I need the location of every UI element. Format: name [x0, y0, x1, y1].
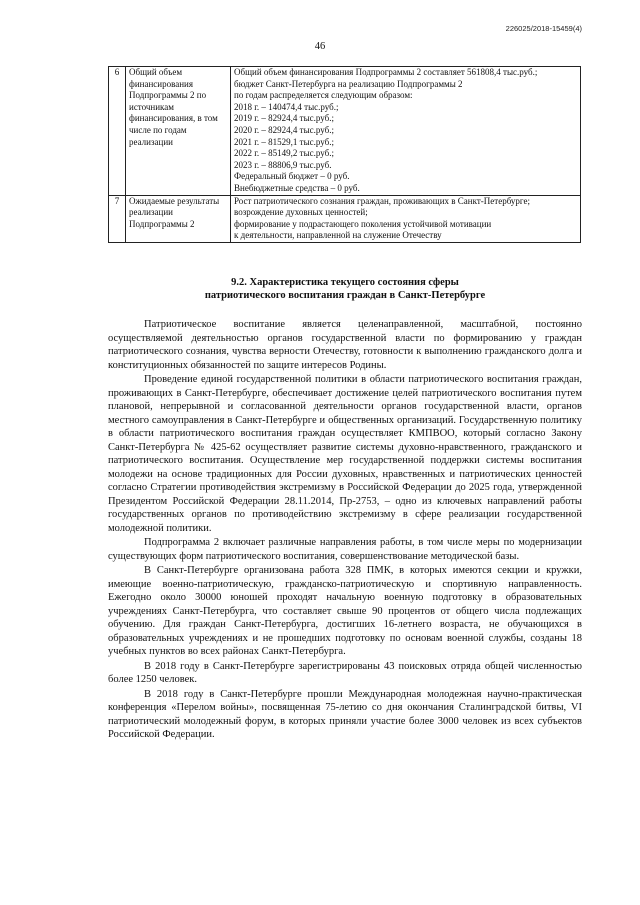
- table-row-financing: [109, 67, 581, 196]
- row-number: 6: [109, 67, 126, 196]
- row-content: [231, 195, 581, 242]
- content-line: 2019 г. – 82924,4 тыс.руб.;: [234, 113, 334, 124]
- row-label: Общий объем финансирования Подпрограммы 2 по источникам финансирования, в том числе по годам реализации: [126, 67, 231, 196]
- document-id: 226025/2018-15459(4): [505, 24, 582, 33]
- paragraph: В 2018 году в Санкт-Петербурге зарегистрированы 43 поисковых отряда общей численностью более 1250 человек.: [108, 660, 582, 685]
- page-number: 46: [314, 41, 326, 52]
- content-line: 2023 г. – 88806,9 тыс.руб.: [234, 159, 332, 170]
- content-line: возрождение духовных ценностей;: [234, 207, 368, 218]
- section-heading-line: патриотического воспитания граждан в Санкт-Петербурге: [204, 290, 486, 301]
- content-line: по годам распределяется следующим образом:: [234, 90, 413, 101]
- paragraph: В Санкт-Петербурге организована работа 328 ПМК, в которых имеются секции и кружки, имеющие военно-патриотическую, гражданско-патриотическую и спортивную направленность. Ежегодно около 30000 юношей проходят начальную военную подготовку в образовательных учреждениях Санкт-Петербурга, что составляет свыше 90 процентов от общего числа подлежащих обучению. Для граждан Санкт-Петербурга, достигших 16-летнего возраста, не обучающихся в образовательных учреждениях и не прошедших подготовку по основам военной службы, созданы 18 учебных пунктов во всех районах Санкт-Петербурга.: [108, 565, 582, 657]
- content-line: бюджет Санкт-Петербурга на реализацию Подпрограммы 2: [234, 78, 463, 89]
- content-line: Внебюджетные средства – 0 руб.: [234, 182, 360, 193]
- content-line: формирование у подрастающего поколения устойчивой мотивации: [234, 218, 492, 229]
- row-number: 7: [109, 195, 126, 242]
- section-heading-line: 9.2. Характеристика текущего состояния сферы: [231, 277, 459, 288]
- table-row-expected-results: [109, 195, 581, 242]
- section-body: [108, 318, 582, 743]
- subprogram-passport-table: [108, 66, 581, 243]
- content-line: Общий объем финансирования Подпрограммы 2 составляет 561808,4 тыс.руб.;: [234, 67, 538, 77]
- content-line: 2022 г. – 85149,2 тыс.руб.;: [234, 148, 334, 159]
- paragraph: Патриотическое воспитание является целенаправленной, масштабной, постоянно осуществляемой деятельностью органов государственной власти по формированию у граждан патриотического сознания, чувства верности Отечеству, готовности к выполнению гражданского долга и конституционных обязанностей по защите интересов Родины.: [108, 319, 582, 371]
- content-line: Федеральный бюджет – 0 руб.: [234, 171, 350, 182]
- content-line: 2018 г. – 140474,4 тыс.руб.;: [234, 101, 339, 112]
- content-line: 2021 г. – 81529,1 тыс.руб.;: [234, 136, 334, 147]
- section-heading: [108, 276, 582, 302]
- content-line: к деятельности, направленной на служение Отечеству: [234, 230, 442, 241]
- paragraph: Подпрограмма 2 включает различные направления работы, в том числе меры по модернизации существующих форм патриотического воспитания, совершенствование методической базы.: [108, 537, 582, 562]
- paragraph: Проведение единой государственной политики в области патриотического воспитания граждан, проживающих в Санкт-Петербурге, обеспечивает достижение целей патриотического воспитания путем плановой, непрерывной и согласованной деятельности органов государственной власти, органов местного самоуправления в Санкт-Петербурге и общественных организаций. Государственную политику в области патриотического воспитания граждан осуществляет КМПВОО, который согласно Закону Санкт-Петербурга № 425-62 осуществляет развитие системы духовно-нравственного, гражданского и патриотического воспитания. Осуществление мер государственной поддержки системы воспитания молодежи на основе традиционных для России духовных, нравственных и патриотических ценностей согласно Стратегии противодействия экстремизму в Российской Федерации до 2025 года, утвержденной Президентом Российской Федерации 28.11.2014, Пр-2753, – одно из ключевых направлений работы государственных органов по противодействию экстремизму в сфере реализации государственной молодежной политики.: [108, 374, 582, 534]
- content-line: Рост патриотического сознания граждан, проживающих в Санкт-Петербурге;: [234, 195, 530, 206]
- content-line: 2020 г. – 82924,4 тыс.руб.;: [234, 124, 334, 135]
- paragraph: В 2018 году в Санкт-Петербурге прошли Международная молодежная научно-практическая конференция «Перелом войны», посвященная 75-летию со дня окончания Сталинградской битвы, VI патриотический молодежный форум, в которых приняли участие более 3000 человек из всех субъектов Российской Федерации.: [108, 688, 582, 740]
- row-label: Ожидаемые результаты реализации Подпрограммы 2: [126, 195, 231, 242]
- row-content: [231, 67, 581, 196]
